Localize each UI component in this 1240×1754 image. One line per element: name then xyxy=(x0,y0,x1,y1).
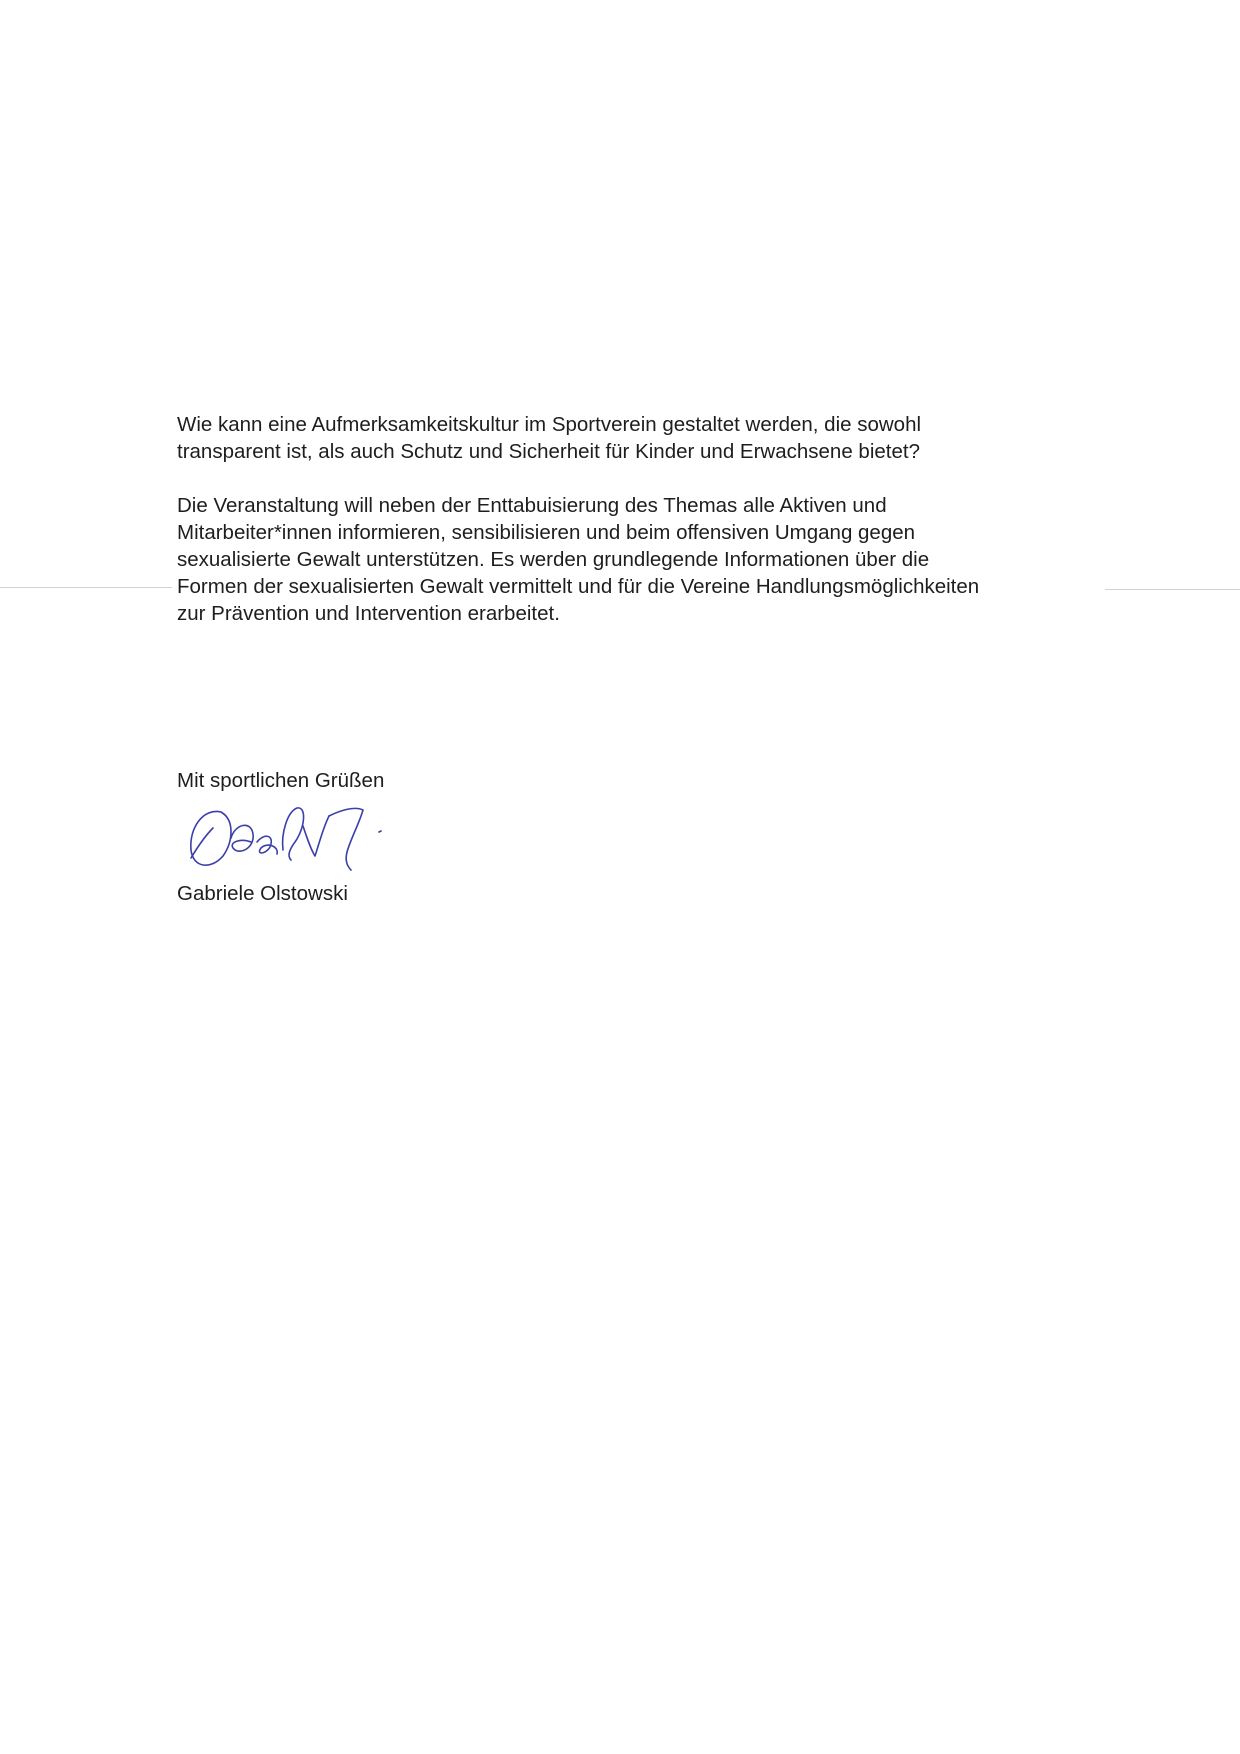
letter-body xyxy=(177,411,1117,627)
body-paragraph-2: Die Veranstaltung will neben der Enttabuisierung des Themas alle Aktiven und Mitarbeiter*innen informieren, sensibilisieren und beim offensiven Umgang gegen sexualisierte Gewalt unterstützen. Es werden grundlegende Informationen über die Formen der sexualisierten Gewalt vermittelt und für die Vereine Handlungsmöglichkeiten zur Prävention und Intervention erarbeitet. xyxy=(177,494,980,625)
body-paragraph-1: Wie kann eine Aufmerksamkeitskultur im Sportverein gestaltet werden, die sowohl transparent ist, als auch Schutz und Sicherheit für Kinder und Erwachsene bietet? xyxy=(177,413,922,463)
closing-salutation: Mit sportlichen Grüßen xyxy=(177,769,385,792)
scan-fold-line-right xyxy=(1105,589,1240,590)
scan-fold-line-left xyxy=(0,587,172,588)
signer-name: Gabriele Olstowski xyxy=(177,882,348,905)
handwritten-signature xyxy=(183,798,393,876)
